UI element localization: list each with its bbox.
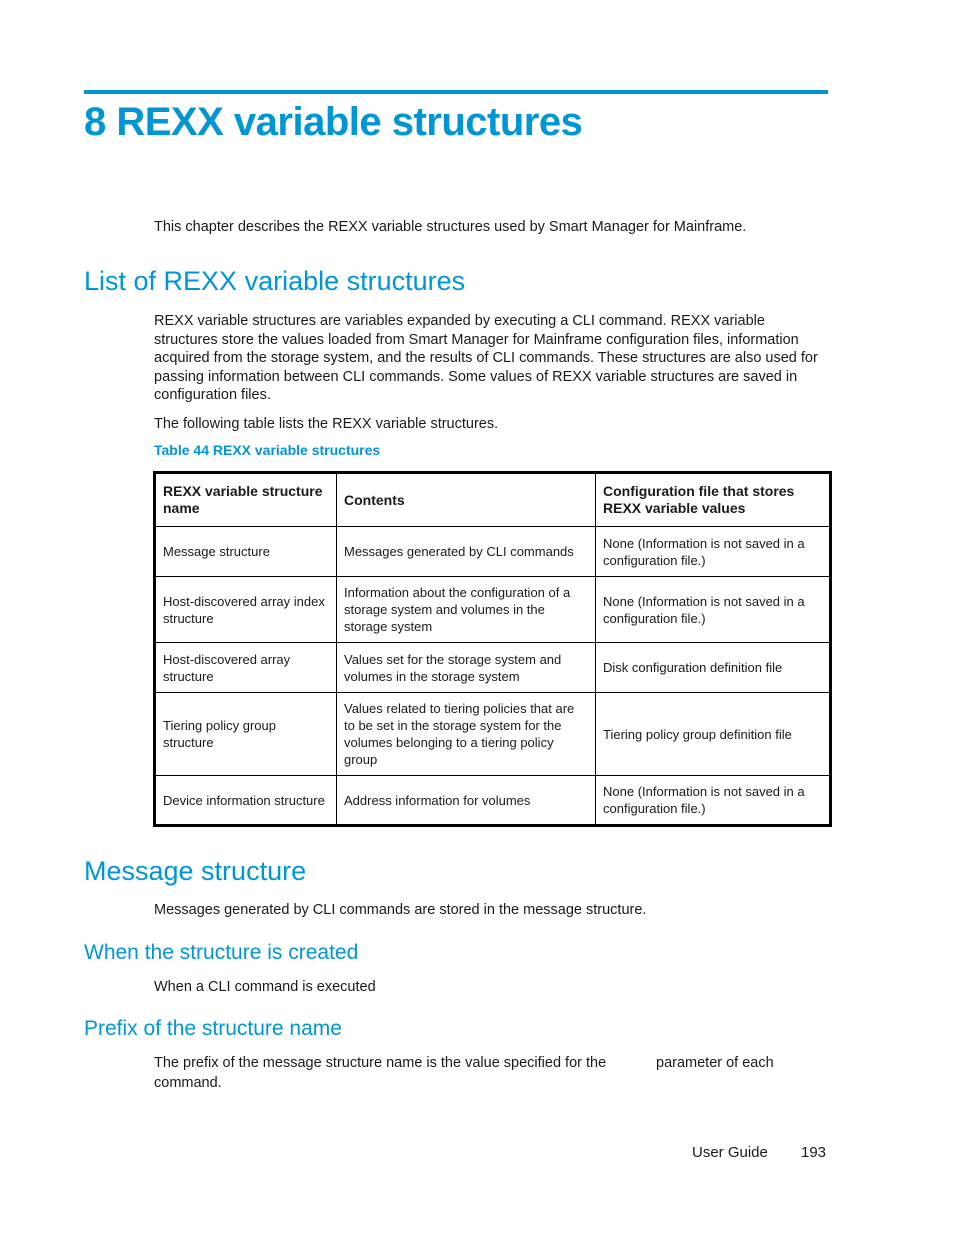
cell-contents: Messages generated by CLI commands	[337, 527, 596, 577]
table-row	[155, 577, 831, 643]
cell-name: Host-discovered array structure	[155, 643, 337, 693]
cell-name: Device information structure	[155, 776, 337, 826]
table-row	[155, 693, 831, 776]
subheading-when-created: When the structure is created	[84, 941, 359, 964]
prefix-text-b: parameter of each	[656, 1055, 774, 1071]
cell-config-file: None (Information is not saved in a configuration file.)	[596, 776, 831, 826]
chapter-rule	[84, 90, 828, 94]
cell-contents: Information about the configuration of a storage system and volumes in the storage system	[337, 577, 596, 643]
cell-name: Message structure	[155, 527, 337, 577]
intro-paragraph: This chapter describes the REXX variable structures used by Smart Manager for Mainframe.	[154, 219, 747, 235]
header-name: REXX variable structure name	[155, 473, 337, 527]
footer-label: User Guide	[692, 1144, 768, 1161]
page-number: 193	[801, 1144, 827, 1161]
subheading-prefix: Prefix of the structure name	[84, 1017, 342, 1040]
header-contents: Contents	[337, 473, 596, 527]
header-config-file: Configuration file that stores REXX variable values	[596, 473, 831, 527]
table-header-row	[155, 473, 831, 527]
table-row	[155, 776, 831, 826]
when-created-text: When a CLI command is executed	[154, 979, 376, 995]
chapter-title: 8 REXX variable structures	[84, 100, 583, 144]
cell-config-file: None (Information is not saved in a configuration file.)	[596, 577, 831, 643]
cell-config-file: Disk configuration definition file	[596, 643, 831, 693]
cell-contents: Values related to tiering policies that are to be set in the storage system for the volumes belonging to a tiering policy group	[337, 693, 596, 776]
rexx-structures-table	[153, 471, 832, 827]
cell-name: Tiering policy group structure	[155, 693, 337, 776]
prefix-text-c: command.	[154, 1075, 222, 1091]
cell-contents: Values set for the storage system and volumes in the storage system	[337, 643, 596, 693]
table-row	[155, 527, 831, 577]
section-heading-list: List of REXX variable structures	[84, 266, 466, 296]
message-paragraph: Messages generated by CLI commands are stored in the message structure.	[154, 902, 647, 918]
cell-config-file: Tiering policy group definition file	[596, 693, 831, 776]
cell-config-file: None (Information is not saved in a configuration file.)	[596, 527, 831, 577]
cell-name: Host-discovered array index structure	[155, 577, 337, 643]
table-intro: The following table lists the REXX variable structures.	[154, 416, 499, 432]
table-row	[155, 643, 831, 693]
table-caption: Table 44 REXX variable structures	[154, 442, 381, 458]
section-heading-message: Message structure	[84, 856, 307, 886]
list-paragraph: REXX variable structures are variables expanded by executing a CLI command. REXX variable structures store the values loaded from Smart Manager for Mainframe configuration files, information acquired from the storage system, and the results of CLI commands. These structures are also used for passing information between CLI commands. Some values of REXX variable structures are saved in configuration files.	[154, 313, 818, 403]
prefix-text-a: The prefix of the message structure name is the value specified for the	[154, 1055, 607, 1071]
cell-contents: Address information for volumes	[337, 776, 596, 826]
